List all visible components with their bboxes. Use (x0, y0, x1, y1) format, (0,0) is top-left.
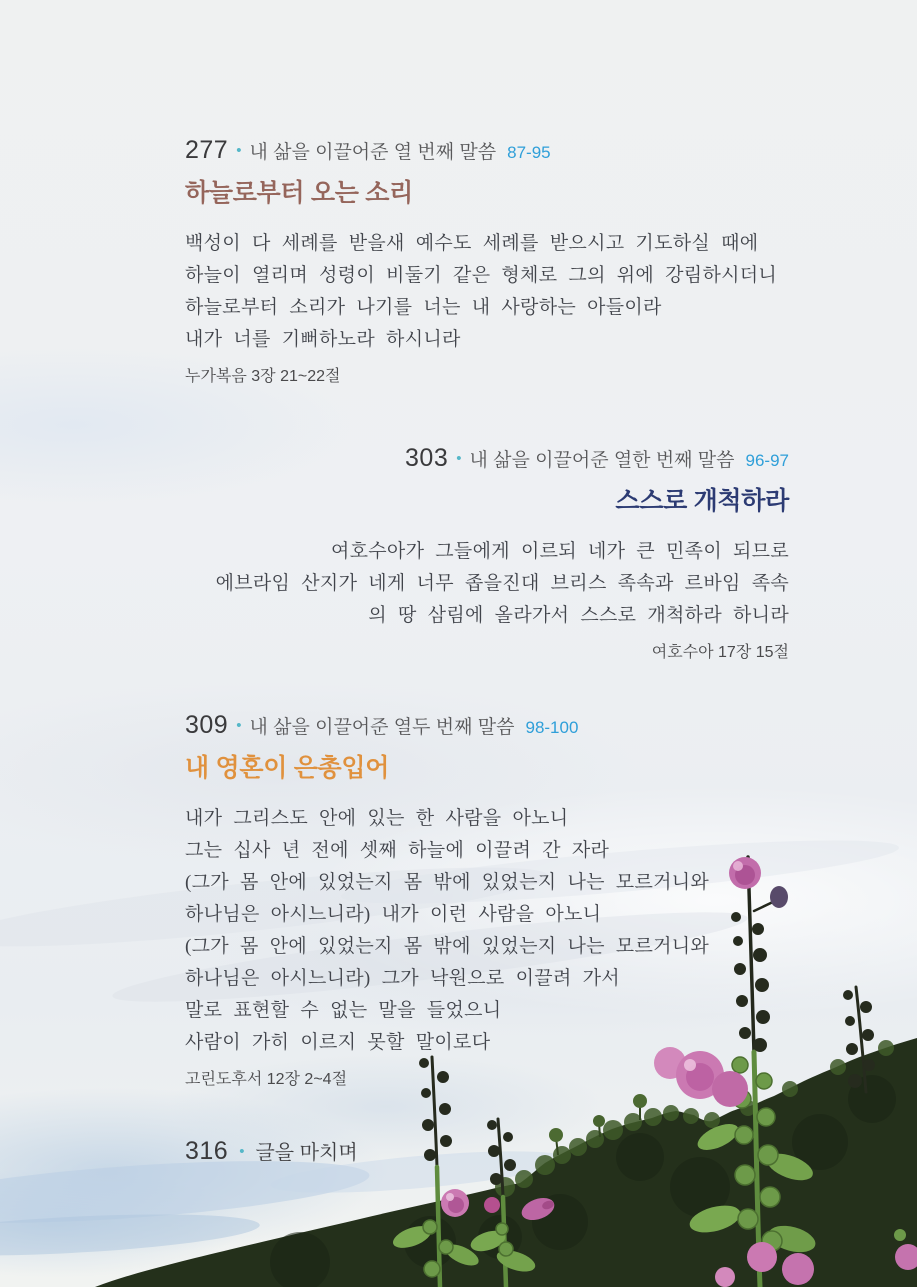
entry-page-range: 87-95 (507, 143, 551, 162)
bullet-dot-icon: • (236, 717, 242, 734)
verse-text (185, 803, 709, 1059)
top-bloom (729, 857, 761, 889)
verse-line: 내가 그리스도 안에 있는 한 사람을 아노니 (185, 808, 569, 829)
entry-number: 277 (185, 136, 229, 164)
entry-title: 스스로 개척하라 (615, 487, 789, 515)
verse-line: 의 땅 삼림에 올라가서 스스로 개척하라 하니라 (368, 605, 789, 626)
verse-line: 하나님은 아시느니라) 그가 낙원으로 이끌려 가서 (185, 968, 620, 989)
bullet-dot-icon: • (456, 450, 462, 467)
entry-title: 하늘로부터 오는 소리 (185, 179, 413, 207)
verse-line: 하나님은 아시느니라) 내가 이런 사람을 아노니 (185, 904, 602, 925)
verse-line: 여호수아가 그들에게 이르되 네가 큰 민족이 되므로 (330, 541, 789, 562)
toc-entry-316 (185, 1133, 358, 1173)
verse-line: (그가 몸 안에 있었는지 몸 밖에 있었는지 나는 모르거니와 (185, 872, 710, 893)
entry-page-range: 98-100 (525, 718, 579, 737)
entry-number: 309 (185, 711, 229, 739)
bullet-dot-icon: • (236, 142, 242, 159)
entry-header (185, 1133, 358, 1173)
verse-line: 내가 너를 기뻐하노라 하시니라 (185, 329, 461, 350)
verse-line: 백성이 다 세례를 받을새 예수도 세례를 받으시고 기도하실 때에 (185, 233, 759, 254)
verse-line: 하늘로부터 소리가 나기를 너는 내 사랑하는 아들이라 (185, 297, 662, 318)
entry-title: 내 영혼이 은총입어 (185, 754, 390, 782)
verse-line: 그는 십사 년 전에 셋째 하늘에 이끌려 간 자라 (185, 840, 610, 861)
purple-bud (770, 886, 788, 908)
entry-header (185, 133, 777, 171)
entry-label: 내 삶을 이끌어준 열한 번째 말씀 (469, 450, 735, 471)
entry-header (216, 441, 789, 479)
verse-reference: 누가복음 3장 21~22절 (185, 368, 341, 385)
verse-line: 에브라임 산지가 네게 너무 좁을진대 브리스 족속과 르바임 족속 (215, 573, 789, 594)
entry-page-range: 96-97 (745, 451, 789, 470)
verse-reference: 여호수아 17장 15절 (651, 644, 789, 661)
toc-entry-277 (185, 133, 777, 386)
entry-label: 내 삶을 이끌어준 열두 번째 말씀 (249, 717, 515, 738)
verse-line: (그가 몸 안에 있었는지 몸 밖에 있었는지 나는 모르거니와 (185, 936, 710, 957)
toc-entry-309 (185, 708, 709, 1089)
verse-text (185, 228, 777, 356)
entry-number: 303 (405, 444, 449, 472)
verse-line: 말로 표현할 수 없는 말을 들었으니 (185, 1000, 502, 1021)
verse-reference: 고린도후서 12장 2~4절 (185, 1071, 348, 1088)
bullet-dot-icon: • (239, 1143, 245, 1160)
entry-number: 316 (185, 1137, 229, 1165)
verse-text (216, 536, 789, 632)
verse-line: 사람이 가히 이르지 못할 말이로다 (185, 1032, 491, 1053)
entry-header (185, 708, 709, 746)
verse-line: 하늘이 열리며 성령이 비둘기 같은 형체로 그의 위에 강림하시더니 (185, 265, 778, 286)
toc-entry-303 (216, 441, 789, 662)
entry-label: 글을 마치며 (255, 1142, 358, 1164)
entry-label: 내 삶을 이끌어준 열 번째 말씀 (249, 142, 497, 163)
